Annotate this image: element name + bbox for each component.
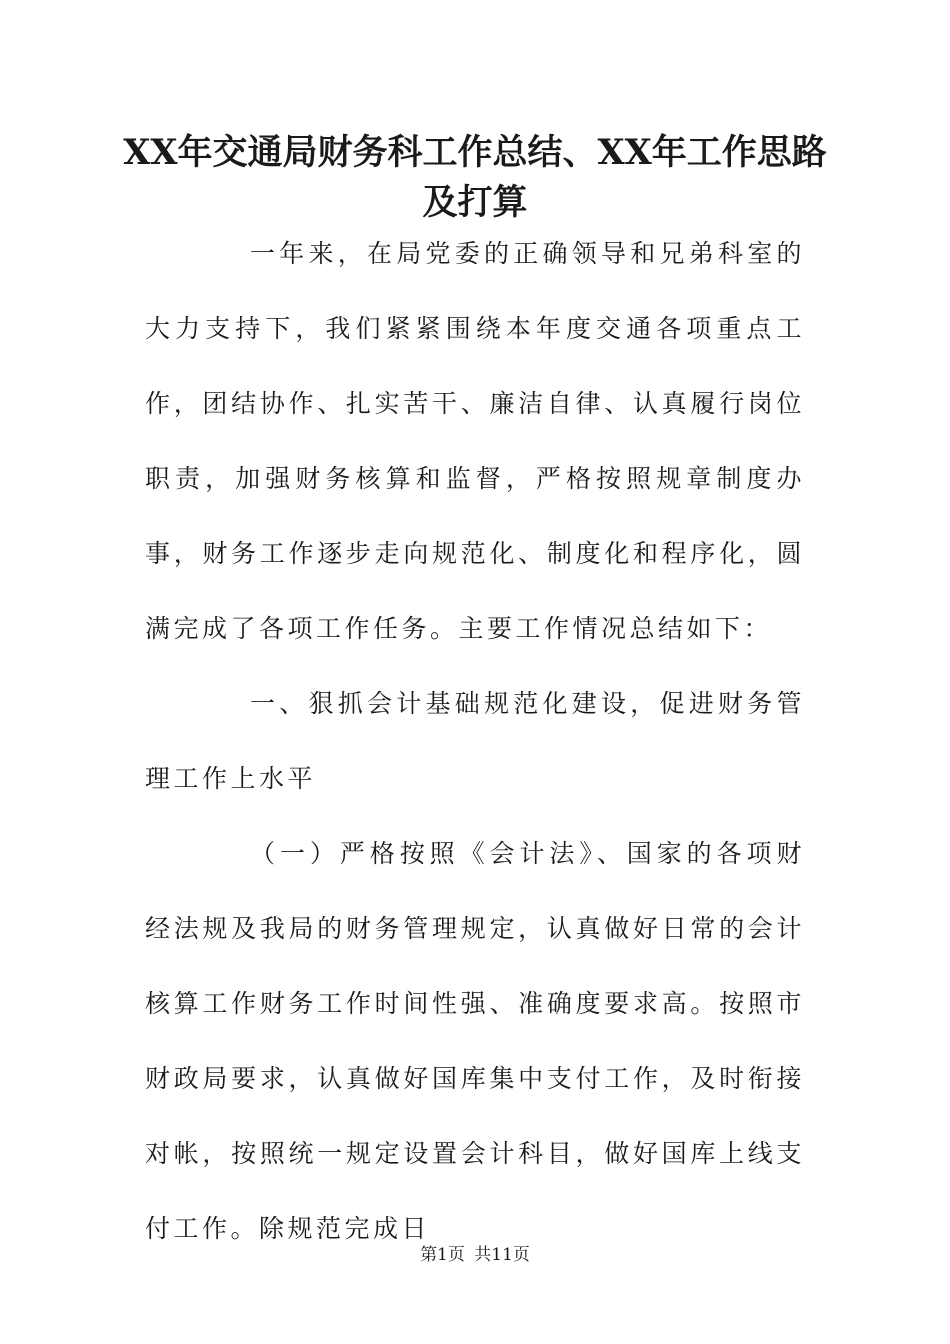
paragraph-subsection: （一）严格按照《会计法》、国家的各项财经法规及我局的财务管理规定，认真做好日常的会计核算工作财务工作时间性强、准确度要求高。按照市财政局要求，认真做好国库集中支付工作，及时衔接对帐，按照统一规定设置会计科目，做好国库上线支付工作。除规范完成日 bbox=[145, 839, 805, 1243]
paragraph-intro: 一年来，在局党委的正确领导和兄弟科室的大力支持下，我们紧紧围绕本年度交通各项重点工作，团结协作、扎实苦干、廉洁自律、认真履行岗位职责，加强财务核算和监督，严格按照规章制度办事，财务工作逐步走向规范化、制度化和程序化，圆满完成了各项工作任务。主要工作情况总结如下： bbox=[145, 239, 805, 643]
document-title: XX年交通局财务科工作总结、XX年工作思路及打算 bbox=[123, 132, 827, 223]
document-body bbox=[145, 216, 805, 1266]
paragraph-section-heading: 一、狠抓会计基础规范化建设，促进财务管理工作上水平 bbox=[145, 689, 805, 793]
page-number-total: 共11页 bbox=[474, 1245, 530, 1265]
page-footer bbox=[0, 1240, 950, 1265]
page-number-current: 第1页 bbox=[420, 1245, 465, 1265]
